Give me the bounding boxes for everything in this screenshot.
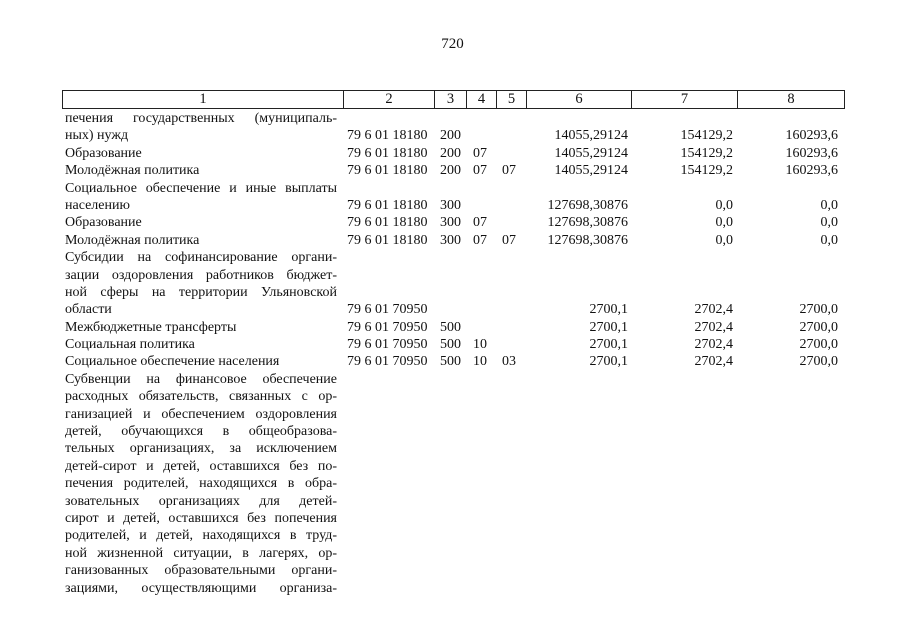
column-header-1: 1 xyxy=(63,91,344,109)
cell-pr: 03 xyxy=(502,354,516,370)
cell-v7: 154129,2 xyxy=(680,163,733,179)
table-row xyxy=(0,267,905,284)
cell-csr: 79 6 01 18180 xyxy=(347,197,428,213)
cell-name: зациями, осуществляющими организа- xyxy=(65,580,337,596)
cell-rz: 07 xyxy=(473,215,487,231)
cell-name: ганизацией и обеспечением оздоровления xyxy=(65,406,337,422)
table-row xyxy=(0,145,905,162)
table-row xyxy=(0,562,905,579)
cell-name: ганизованных образовательными органи- xyxy=(65,563,337,579)
table-row xyxy=(0,580,905,597)
cell-v6: 14055,29124 xyxy=(554,128,628,144)
cell-name: Социальная политика xyxy=(65,337,195,353)
table-body xyxy=(0,110,905,597)
cell-name: печения государственных (муниципаль- xyxy=(65,111,337,126)
table-row xyxy=(0,319,905,336)
cell-v8: 160293,6 xyxy=(785,145,838,161)
column-header-4: 4 xyxy=(467,91,497,109)
cell-name: населению xyxy=(65,197,130,213)
cell-name: Субвенции на финансовое обеспечение xyxy=(65,371,337,387)
cell-name: Социальное обеспечение населения xyxy=(65,354,280,370)
cell-v8: 0,0 xyxy=(820,232,838,248)
cell-name: сирот и детей, оставшихся без попечения xyxy=(65,510,337,526)
cell-v7: 154129,2 xyxy=(680,145,733,161)
cell-v7: 0,0 xyxy=(715,232,733,248)
cell-v6: 14055,29124 xyxy=(554,163,628,179)
cell-rz: 07 xyxy=(473,163,487,179)
table-row xyxy=(0,475,905,492)
table-row xyxy=(0,180,905,197)
column-header-2: 2 xyxy=(344,91,435,109)
cell-vr: 200 xyxy=(440,128,461,144)
cell-rz: 10 xyxy=(473,354,487,370)
table-row xyxy=(0,162,905,179)
cell-name: родителей, и детей, находящихся в труд- xyxy=(65,528,337,544)
cell-name: расходных обязательств, связанных с ор- xyxy=(65,389,337,405)
cell-name: зовательных организациях для детей- xyxy=(65,493,337,509)
column-header-3: 3 xyxy=(435,91,467,109)
cell-v8: 2700,0 xyxy=(799,337,838,353)
cell-v6: 2700,1 xyxy=(589,354,628,370)
cell-rz: 10 xyxy=(473,337,487,353)
cell-name: детей, обучающихся в общеобразова- xyxy=(65,424,337,440)
cell-name: зации оздоровления работников бюджет- xyxy=(65,267,337,283)
cell-name: ной жизненной ситуации, в лагерях, ор- xyxy=(65,545,337,561)
cell-csr: 79 6 01 70950 xyxy=(347,302,428,318)
cell-csr: 79 6 01 70950 xyxy=(347,337,428,353)
column-header-7: 7 xyxy=(632,91,738,109)
table-row xyxy=(0,249,905,266)
table-row xyxy=(0,440,905,457)
cell-name: Образование xyxy=(65,145,142,161)
cell-csr: 79 6 01 18180 xyxy=(347,232,428,248)
cell-name: Молодёжная политика xyxy=(65,232,200,248)
table-row xyxy=(0,458,905,475)
cell-name: Молодёжная политика xyxy=(65,163,200,179)
column-header-table xyxy=(62,90,845,109)
cell-name: Социальное обеспечение и иные выплаты xyxy=(65,180,337,196)
table-row xyxy=(0,527,905,544)
cell-v6: 127698,30876 xyxy=(547,232,628,248)
cell-csr: 79 6 01 70950 xyxy=(347,319,428,335)
cell-vr: 300 xyxy=(440,215,461,231)
cell-pr: 07 xyxy=(502,163,516,179)
cell-vr: 300 xyxy=(440,197,461,213)
table-row xyxy=(0,423,905,440)
table-row xyxy=(0,371,905,388)
cell-v8: 160293,6 xyxy=(785,163,838,179)
column-header-8: 8 xyxy=(738,91,845,109)
table-row xyxy=(0,127,905,144)
table-row xyxy=(0,510,905,527)
column-header-5: 5 xyxy=(497,91,527,109)
page-number: 720 xyxy=(441,36,464,52)
cell-name: ной сферы на территории Ульяновской xyxy=(65,284,337,300)
cell-name: области xyxy=(65,302,112,318)
cell-vr: 500 xyxy=(440,319,461,335)
cell-vr: 300 xyxy=(440,232,461,248)
cell-v8: 0,0 xyxy=(820,197,838,213)
cell-name: Межбюджетные трансферты xyxy=(65,319,237,335)
cell-rz: 07 xyxy=(473,145,487,161)
cell-csr: 79 6 01 70950 xyxy=(347,354,428,370)
table-row xyxy=(0,545,905,562)
cell-csr: 79 6 01 18180 xyxy=(347,215,428,231)
cell-v8: 2700,0 xyxy=(799,302,838,318)
table-row xyxy=(0,232,905,249)
cell-v6: 14055,29124 xyxy=(554,145,628,161)
table-row xyxy=(0,493,905,510)
cell-vr: 500 xyxy=(440,337,461,353)
cell-v7: 2702,4 xyxy=(694,354,733,370)
table-row xyxy=(0,197,905,214)
cell-v7: 0,0 xyxy=(715,197,733,213)
cell-v6: 2700,1 xyxy=(589,302,628,318)
table-row xyxy=(0,284,905,301)
cell-v7: 154129,2 xyxy=(680,128,733,144)
table-row xyxy=(0,214,905,231)
cell-name: Субсидии на софинансирование органи- xyxy=(65,250,337,266)
cell-csr: 79 6 01 18180 xyxy=(347,145,428,161)
cell-v6: 2700,1 xyxy=(589,319,628,335)
cell-name: Образование xyxy=(65,215,142,231)
table-row xyxy=(0,353,905,370)
cell-csr: 79 6 01 18180 xyxy=(347,128,428,144)
cell-vr: 200 xyxy=(440,145,461,161)
cell-name: детей-сирот и детей, оставшихся без по- xyxy=(65,458,337,474)
cell-v8: 2700,0 xyxy=(799,354,838,370)
cell-vr: 500 xyxy=(440,354,461,370)
table-row xyxy=(0,388,905,405)
cell-name: тельных организациях, за исключением xyxy=(65,441,337,457)
cell-v7: 2702,4 xyxy=(694,337,733,353)
cell-csr: 79 6 01 18180 xyxy=(347,163,428,179)
table-row xyxy=(0,336,905,353)
table-row xyxy=(0,301,905,318)
cell-v6: 127698,30876 xyxy=(547,197,628,213)
column-header-6: 6 xyxy=(527,91,632,109)
column-header-row xyxy=(63,91,845,109)
cell-v7: 2702,4 xyxy=(694,302,733,318)
cell-v7: 0,0 xyxy=(715,215,733,231)
cell-v8: 0,0 xyxy=(820,215,838,231)
table-row xyxy=(0,110,905,127)
cell-name: печения родителей, находящихся в обра- xyxy=(65,476,337,492)
cell-rz: 07 xyxy=(473,232,487,248)
cell-v8: 160293,6 xyxy=(785,128,838,144)
cell-v8: 2700,0 xyxy=(799,319,838,335)
cell-v6: 127698,30876 xyxy=(547,215,628,231)
cell-v7: 2702,4 xyxy=(694,319,733,335)
cell-v6: 2700,1 xyxy=(589,337,628,353)
cell-name: ных) нужд xyxy=(65,128,129,144)
cell-vr: 200 xyxy=(440,163,461,179)
table-row xyxy=(0,406,905,423)
cell-pr: 07 xyxy=(502,232,516,248)
